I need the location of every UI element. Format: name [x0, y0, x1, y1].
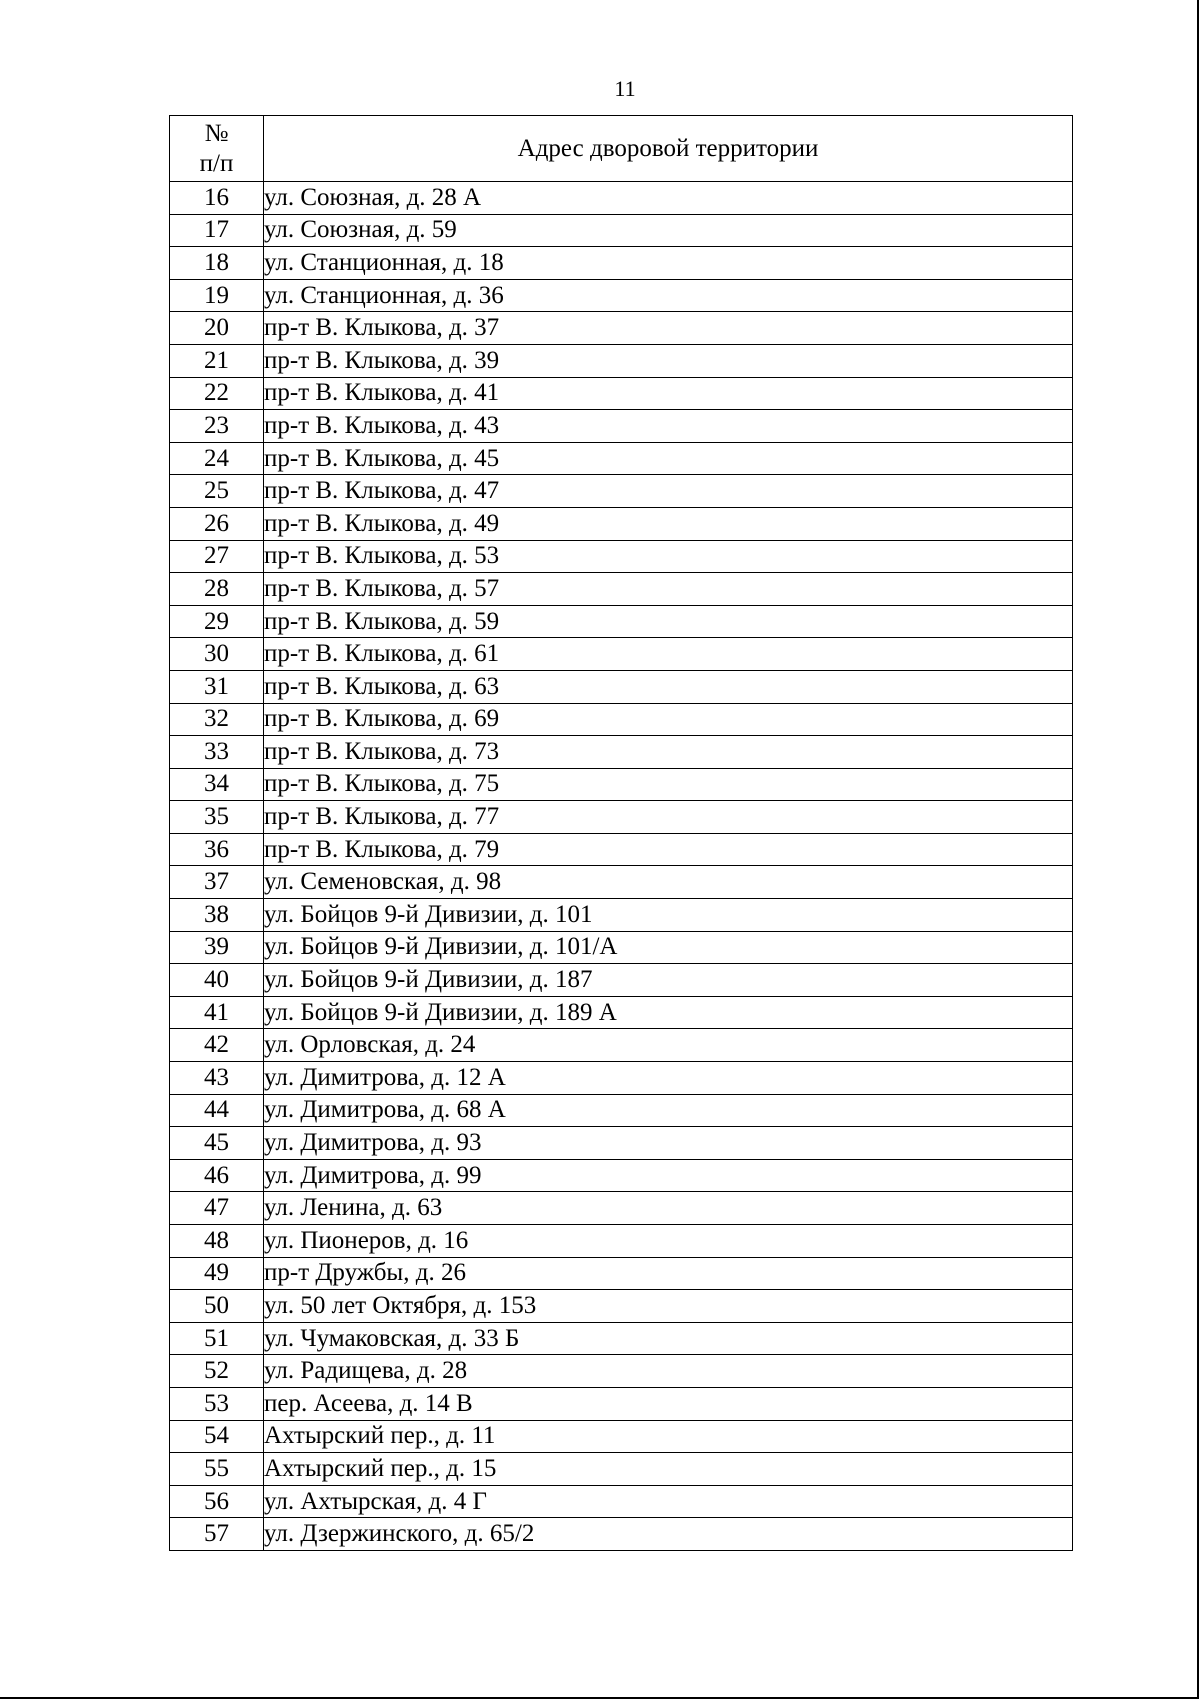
table-body	[170, 182, 1073, 1551]
table-row	[170, 410, 1073, 443]
row-address: пр-т В. Клыкова, д. 69	[264, 703, 1073, 736]
row-number: 56	[170, 1485, 264, 1518]
row-address: ул. Семеновская, д. 98	[264, 866, 1073, 899]
header-address: Адрес дворовой территории	[264, 116, 1073, 182]
row-number: 33	[170, 736, 264, 769]
row-number: 26	[170, 507, 264, 540]
table-row	[170, 1420, 1073, 1453]
row-number: 30	[170, 638, 264, 671]
row-number: 21	[170, 344, 264, 377]
row-address: пр-т В. Клыкова, д. 45	[264, 442, 1073, 475]
row-number: 42	[170, 1029, 264, 1062]
row-address: пр-т В. Клыкова, д. 63	[264, 670, 1073, 703]
row-number: 27	[170, 540, 264, 573]
row-address: пр-т В. Клыкова, д. 53	[264, 540, 1073, 573]
table-row	[170, 1290, 1073, 1323]
row-number: 46	[170, 1159, 264, 1192]
table-row	[170, 507, 1073, 540]
row-number: 52	[170, 1355, 264, 1388]
row-address: ул. Димитрова, д. 99	[264, 1159, 1073, 1192]
row-address: ул. Союзная, д. 28 А	[264, 182, 1073, 215]
row-number: 18	[170, 247, 264, 280]
row-address: ул. Дзержинского, д. 65/2	[264, 1518, 1073, 1551]
row-number: 28	[170, 573, 264, 606]
row-address: ул. Бойцов 9-й Дивизии, д. 101/А	[264, 931, 1073, 964]
row-address: пр-т В. Клыкова, д. 61	[264, 638, 1073, 671]
row-address: Ахтырский пер., д. 15	[264, 1453, 1073, 1486]
table-row	[170, 442, 1073, 475]
row-address: ул. Бойцов 9-й Дивизии, д. 189 А	[264, 996, 1073, 1029]
row-number: 34	[170, 768, 264, 801]
row-number: 23	[170, 410, 264, 443]
page-number: 11	[614, 76, 636, 101]
row-address: пр-т В. Клыкова, д. 73	[264, 736, 1073, 769]
table-row	[170, 1453, 1073, 1486]
table-row	[170, 638, 1073, 671]
row-number: 41	[170, 996, 264, 1029]
table-row	[170, 1355, 1073, 1388]
row-address: ул. Димитрова, д. 68 А	[264, 1094, 1073, 1127]
row-address: ул. Димитрова, д. 12 А	[264, 1062, 1073, 1095]
row-number: 57	[170, 1518, 264, 1551]
table-row	[170, 670, 1073, 703]
row-address: ул. Пионеров, д. 16	[264, 1225, 1073, 1258]
table-row	[170, 540, 1073, 573]
row-number: 20	[170, 312, 264, 345]
row-number: 22	[170, 377, 264, 410]
row-number: 39	[170, 931, 264, 964]
table-row	[170, 475, 1073, 508]
row-number: 45	[170, 1127, 264, 1160]
table-row	[170, 1387, 1073, 1420]
row-address: пер. Асеева, д. 14 В	[264, 1387, 1073, 1420]
table-row	[170, 866, 1073, 899]
row-address: пр-т В. Клыкова, д. 41	[264, 377, 1073, 410]
row-address: ул. Чумаковская, д. 33 Б	[264, 1322, 1073, 1355]
row-address: Ахтырский пер., д. 11	[264, 1420, 1073, 1453]
row-address: ул. 50 лет Октября, д. 153	[264, 1290, 1073, 1323]
header-number-line1: №	[204, 119, 229, 147]
row-address: ул. Ленина, д. 63	[264, 1192, 1073, 1225]
table-row	[170, 1518, 1073, 1551]
table-row	[170, 1029, 1073, 1062]
address-table	[169, 115, 1073, 1551]
table-row	[170, 801, 1073, 834]
row-address: пр-т В. Клыкова, д. 43	[264, 410, 1073, 443]
row-number: 17	[170, 214, 264, 247]
table-row	[170, 605, 1073, 638]
table-row	[170, 1225, 1073, 1258]
header-number-line2: п/п	[199, 149, 234, 177]
table-row	[170, 1485, 1073, 1518]
row-address: ул. Союзная, д. 59	[264, 214, 1073, 247]
row-address: пр-т В. Клыкова, д. 79	[264, 833, 1073, 866]
table-row	[170, 279, 1073, 312]
row-number: 50	[170, 1290, 264, 1323]
row-number: 36	[170, 833, 264, 866]
table-row	[170, 344, 1073, 377]
row-number: 25	[170, 475, 264, 508]
table-row	[170, 247, 1073, 280]
row-number: 44	[170, 1094, 264, 1127]
row-number: 40	[170, 964, 264, 997]
row-number: 55	[170, 1453, 264, 1486]
row-address: пр-т В. Клыкова, д. 59	[264, 605, 1073, 638]
row-number: 29	[170, 605, 264, 638]
row-number: 47	[170, 1192, 264, 1225]
table-row	[170, 1322, 1073, 1355]
row-address: ул. Бойцов 9-й Дивизии, д. 187	[264, 964, 1073, 997]
row-number: 35	[170, 801, 264, 834]
row-address: пр-т В. Клыкова, д. 37	[264, 312, 1073, 345]
table-row	[170, 1094, 1073, 1127]
row-address: ул. Бойцов 9-й Дивизии, д. 101	[264, 899, 1073, 932]
table-row	[170, 312, 1073, 345]
table-row	[170, 1159, 1073, 1192]
table-row	[170, 573, 1073, 606]
row-address: ул. Станционная, д. 36	[264, 279, 1073, 312]
row-address: пр-т Дружбы, д. 26	[264, 1257, 1073, 1290]
table-row	[170, 768, 1073, 801]
row-number: 19	[170, 279, 264, 312]
row-address: пр-т В. Клыкова, д. 57	[264, 573, 1073, 606]
table-row	[170, 703, 1073, 736]
row-number: 37	[170, 866, 264, 899]
row-number: 48	[170, 1225, 264, 1258]
row-address: ул. Радищева, д. 28	[264, 1355, 1073, 1388]
row-address: пр-т В. Клыкова, д. 49	[264, 507, 1073, 540]
row-address: ул. Димитрова, д. 93	[264, 1127, 1073, 1160]
table-row	[170, 214, 1073, 247]
row-address: пр-т В. Клыкова, д. 77	[264, 801, 1073, 834]
row-address: пр-т В. Клыкова, д. 75	[264, 768, 1073, 801]
row-number: 43	[170, 1062, 264, 1095]
row-address: пр-т В. Клыкова, д. 39	[264, 344, 1073, 377]
row-address: ул. Станционная, д. 18	[264, 247, 1073, 280]
row-number: 24	[170, 442, 264, 475]
table-row	[170, 1127, 1073, 1160]
row-number: 51	[170, 1322, 264, 1355]
header-number	[170, 116, 264, 182]
row-number: 16	[170, 182, 264, 215]
table-row	[170, 377, 1073, 410]
table-row	[170, 833, 1073, 866]
table-row	[170, 1192, 1073, 1225]
table-row	[170, 182, 1073, 215]
row-address: пр-т В. Клыкова, д. 47	[264, 475, 1073, 508]
table-row	[170, 931, 1073, 964]
table-header-row	[170, 116, 1073, 182]
table-row	[170, 1257, 1073, 1290]
table-row	[170, 899, 1073, 932]
row-address: ул. Ахтырская, д. 4 Г	[264, 1485, 1073, 1518]
row-number: 31	[170, 670, 264, 703]
row-number: 54	[170, 1420, 264, 1453]
row-number: 38	[170, 899, 264, 932]
row-number: 32	[170, 703, 264, 736]
table-row	[170, 964, 1073, 997]
table-row	[170, 1062, 1073, 1095]
row-address: ул. Орловская, д. 24	[264, 1029, 1073, 1062]
table-row	[170, 996, 1073, 1029]
row-number: 49	[170, 1257, 264, 1290]
row-number: 53	[170, 1387, 264, 1420]
table-row	[170, 736, 1073, 769]
